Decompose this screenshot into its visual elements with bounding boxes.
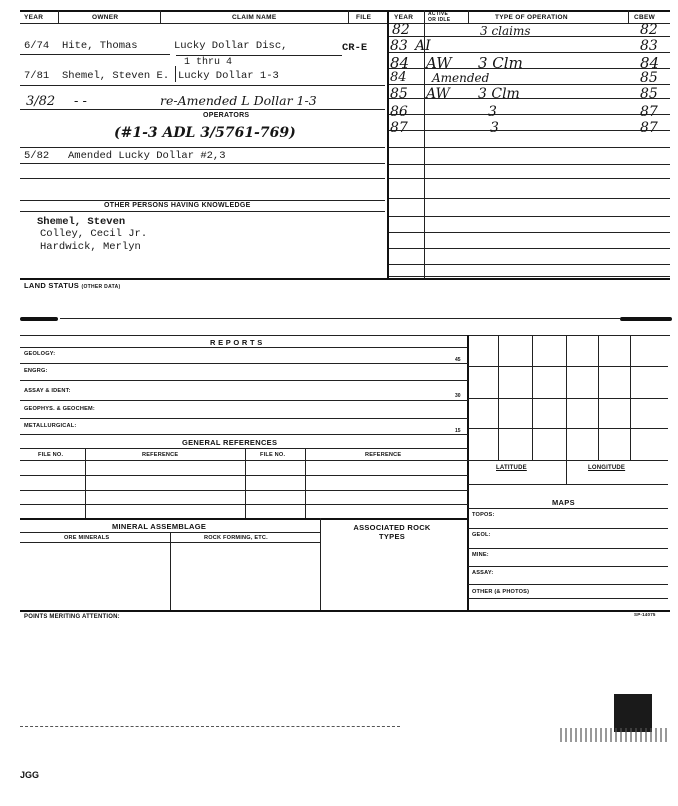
maps-title: MAPS	[552, 498, 575, 507]
corner-mark: JGG	[20, 770, 40, 780]
col-header-claim-name: CLAIM NAME	[232, 14, 277, 21]
op-year: 85	[390, 86, 408, 102]
op-type: 3 Clm	[478, 86, 520, 102]
owner-row-date: 6/74	[24, 40, 50, 52]
land-status-title	[24, 281, 120, 290]
ref-header-file-no-2: FILE NO.	[260, 452, 286, 458]
maps-row-topos: TOPOS:	[472, 512, 495, 518]
op-cbew: 87	[640, 120, 658, 136]
owner-row-amended: Amended Lucky Dollar #2,3	[68, 150, 226, 162]
other-persons-title: OTHER PERSONS HAVING KNOWLEDGE	[104, 202, 251, 209]
col-header-owner: OWNER	[92, 14, 119, 21]
general-references-title: GENERAL REFERENCES	[182, 438, 278, 447]
points-meriting-attention: POINTS MERITING ATTENTION:	[24, 614, 120, 620]
col-header-year: YEAR	[24, 14, 44, 21]
op-year: 84	[390, 54, 410, 72]
person-name: Shemel, Steven	[37, 216, 126, 228]
op-cbew: 84	[640, 54, 660, 72]
op-year: 86	[390, 104, 408, 120]
col-header-type-of-operation: TYPE OF OPERATION	[495, 14, 568, 21]
ref-header-reference: REFERENCE	[142, 452, 179, 458]
land-status-sub: (OTHER DATA)	[81, 284, 121, 290]
report-label-metallurgical: METALLURGICAL:	[24, 423, 77, 429]
report-num: 15	[455, 428, 461, 434]
owner-row-file: CR-E	[342, 42, 368, 54]
operators-label: OPERATORS	[203, 112, 250, 119]
owner-row-owner: Hite, Thomas	[62, 40, 138, 52]
op-type: 3	[490, 120, 499, 136]
report-label-engrg: ENGRG:	[24, 368, 48, 374]
owner-row-owner: Shemel, Steven E.	[62, 70, 170, 82]
op-cbew: 82	[640, 22, 658, 38]
owner-row-claim-continued: 1 thru 4	[184, 57, 233, 68]
mineral-title: MINERAL ASSEMBLAGE	[112, 522, 207, 531]
col-header-active: ACTIVE	[428, 11, 449, 17]
maps-row-mine: MINE:	[472, 552, 489, 558]
op-active: AW	[426, 54, 452, 72]
owner-row-claim: Lucky Dollar Disc,	[174, 40, 288, 52]
handwritten-note: (#1-3 ADL 3/5761-769)	[114, 125, 296, 141]
col-header-cbew: CBEW	[634, 14, 656, 21]
owner-row-date-handwritten: 3/82	[26, 94, 56, 109]
op-type: 3	[488, 104, 497, 120]
op-cbew: 85	[640, 86, 658, 102]
op-active: AI	[415, 38, 431, 54]
associated-rock-types: ASSOCIATED ROCK TYPES	[353, 523, 431, 541]
op-year: 83	[390, 38, 408, 54]
op-type: 3 Clm	[478, 54, 523, 72]
op-year: 82	[392, 22, 410, 38]
maps-row-other: OTHER (& PHOTOS)	[472, 589, 530, 595]
op-cbew: 85	[640, 70, 658, 86]
land-status-bar-right	[620, 317, 672, 321]
op-type: Amended	[432, 71, 490, 85]
scan-artifact-block	[614, 694, 652, 732]
col-header-or-idle: OR IDLE	[428, 17, 451, 23]
op-cbew: 83	[640, 38, 658, 54]
person-name: Hardwick, Merlyn	[40, 241, 141, 253]
land-status-label: LAND STATUS	[24, 281, 80, 290]
op-year: 87	[390, 120, 408, 136]
op-year: 84	[390, 70, 407, 85]
op-type: 3 claims	[480, 24, 531, 38]
ref-header-file-no: FILE NO.	[38, 452, 64, 458]
report-label-assay: ASSAY & IDENT:	[24, 388, 71, 394]
report-num: 45	[455, 357, 461, 363]
latitude-label: LATITUDE	[496, 465, 527, 471]
report-label-geology: GEOLOGY:	[24, 351, 56, 357]
owner-row-claim-handwritten: re-Amended L Dollar 1-3	[160, 93, 317, 108]
col-header-year-2: YEAR	[394, 14, 414, 21]
col-header-file: FILE	[356, 14, 372, 21]
op-active: AW	[426, 86, 450, 102]
maps-row-assay: ASSAY:	[472, 570, 494, 576]
owner-row-claim: Lucky Dollar 1-3	[178, 70, 279, 82]
owner-row-date: 5/82	[24, 150, 50, 162]
ore-minerals-label: ORE MINERALS	[64, 535, 110, 541]
person-name: Colley, Cecil Jr.	[40, 228, 148, 240]
maps-row-geol: GEOL:	[472, 532, 491, 538]
op-cbew: 87	[640, 104, 658, 120]
owner-row-date: 7/81	[24, 70, 50, 82]
report-num: 30	[455, 393, 461, 399]
report-label-geophys: GEOPHYS. & GEOCHEM:	[24, 406, 95, 412]
longitude-label: LONGITUDE	[588, 465, 626, 471]
form-number: SP-14075	[634, 612, 656, 617]
reports-title: R E P O R T S	[210, 338, 263, 347]
land-status-bar-left	[20, 317, 58, 321]
rock-forming-label: ROCK FORMING, ETC.	[204, 535, 268, 541]
ref-header-reference-2: REFERENCE	[365, 452, 402, 458]
scan-artifact-line	[20, 726, 400, 727]
scan-artifact-speckle	[560, 728, 670, 742]
owner-row-owner-handwritten: - -	[74, 94, 87, 109]
